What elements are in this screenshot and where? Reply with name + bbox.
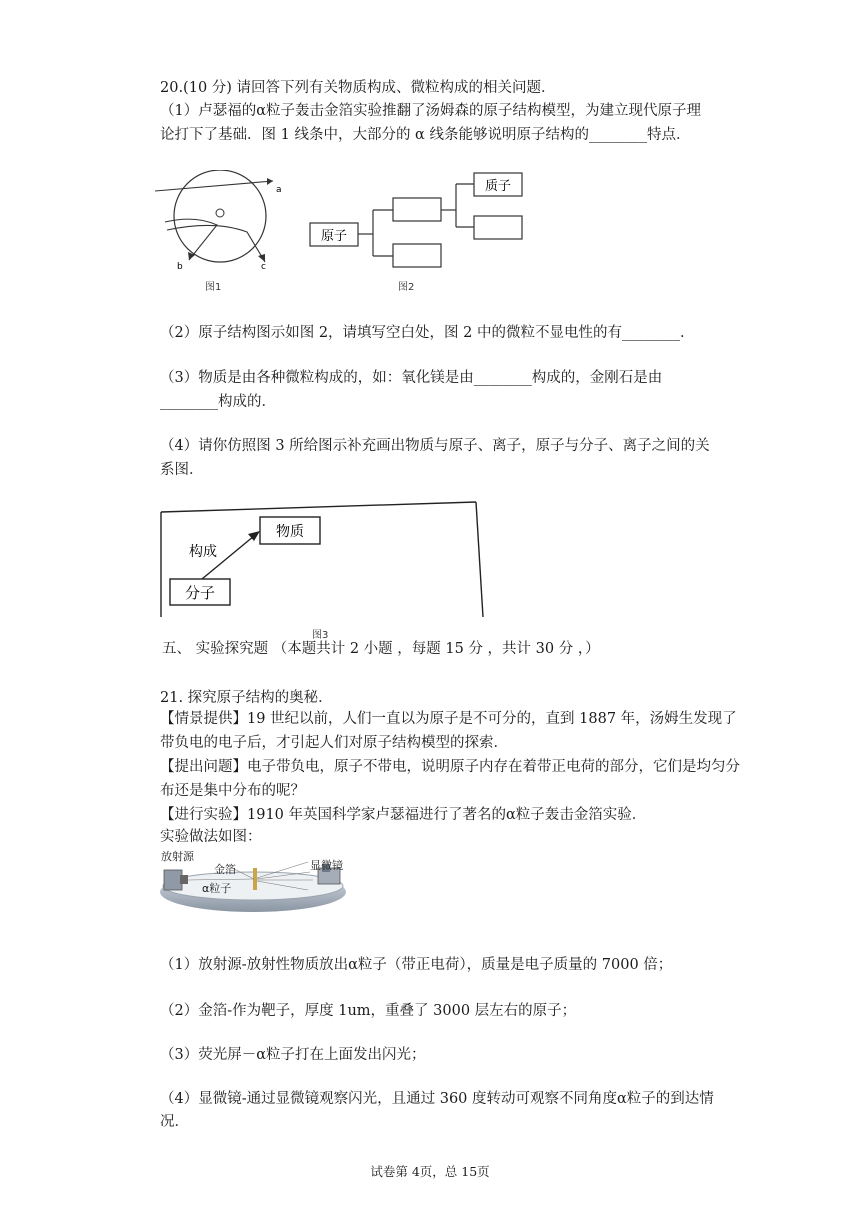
q21-situation: 【情景提供】19 世纪以前，人们一直以为原子是不可分的，直到 1887 年，汤姆生发现了带负电的电子后，才引起人们对原子结构模型的探索． — [160, 711, 737, 751]
q20-header: 20.(10 分) 请回答下列有关物质构成、微粒构成的相关问题． — [160, 80, 556, 96]
label-gold-foil: 金箔 — [214, 863, 236, 876]
figure-2-atom-structure — [305, 170, 530, 275]
figure-3-label: 图3 — [312, 630, 329, 641]
q20-part1-line2: 论打下了基础．图 1 线条中，大部分的 α 线条能够说明原子结构的________特点． — [160, 127, 691, 143]
box-blank-2 — [393, 244, 441, 267]
label-alpha-particle: α粒子 — [202, 882, 232, 895]
radiation-source — [164, 870, 182, 890]
fig1-letter-c: c — [261, 262, 266, 272]
q21-item3: （3）荧光屏－α粒子打在上面发出闪光； — [160, 1047, 426, 1063]
fig1-letter-b: b — [177, 262, 183, 272]
q21-item4-line1: （4）显微镜-通过显微镜观察闪光，且通过 360 度转动可观察不同角度α粒子的到达情 — [160, 1091, 714, 1107]
fig1-letter-a: a — [276, 185, 282, 195]
label-microscope: 显微镜 — [310, 859, 343, 872]
section-5-heading: 五、 实验探究题 （本题共计 2 小题 ，每题 15 分 ，共计 30 分 ，） — [162, 641, 600, 657]
box-blank-1 — [393, 198, 441, 221]
q20-part1-line1: （1）卢瑟福的α粒子轰击金箔实验推翻了汤姆森的原子结构模型，为建立现代原子理 — [160, 103, 702, 119]
box-proton-label: 质子 — [485, 179, 512, 194]
q20-part4-line1: （4）请你仿照图 3 所给图示补充画出物质与原子、离子，原子与分子、离子之间的关 — [160, 438, 710, 454]
figure-1-label: 图1 — [205, 282, 222, 293]
alpha-path-c — [167, 225, 265, 262]
box-atom-label: 原子 — [321, 229, 348, 244]
q21-title: 21. 探究原子结构的奥秘． — [160, 690, 333, 706]
box-matter-label: 物质 — [276, 524, 304, 540]
q21-experiment: 【进行实验】1910 年英国科学家卢瑟福进行了著名的α粒子轰击金箔实验． — [160, 807, 647, 823]
q21-item2: （2）金箔-作为靶子，厚度 1um，重叠了 3000 层左右的原子； — [160, 1003, 577, 1019]
q20-part4-line2: 系图． — [160, 462, 204, 478]
figure-2-label: 图2 — [398, 282, 415, 293]
label-radiation-source: 放射源 — [161, 850, 194, 863]
q21-question: 【提出问题】电子带负电，原子不带电，说明原子内存在着带正电荷的部分，它们是均匀分布还是集中分布的呢？ — [160, 759, 740, 799]
page-footer: 试卷第 4页，总 15页 — [370, 1164, 490, 1179]
box-molecule-label: 分子 — [185, 584, 216, 602]
arrow-label-compose: 构成 — [189, 544, 217, 560]
box-blank-3 — [474, 216, 522, 239]
figure-3-relation-diagram — [158, 500, 488, 620]
q20-part3-line1: （3）物质是由各种微粒构成的，如：氧化镁是由________构成的，金刚石是由 — [160, 370, 663, 386]
q20-part2: （2）原子结构图示如图 2，请填写空白处，图 2 中的微粒不显电性的有________． — [160, 325, 695, 341]
figure-1-alpha-scattering — [155, 170, 290, 275]
figure-rutherford-apparatus — [158, 848, 353, 916]
q20-part3-line2: ________构成的． — [160, 394, 276, 410]
q21-item4-line2: 况． — [160, 1114, 189, 1130]
q21-method: 实验做法如图： — [160, 829, 262, 845]
q21-item1: （1）放射源-放射性物质放出α粒子（带正电荷），质量是电子质量的 7000 倍； — [160, 957, 673, 973]
